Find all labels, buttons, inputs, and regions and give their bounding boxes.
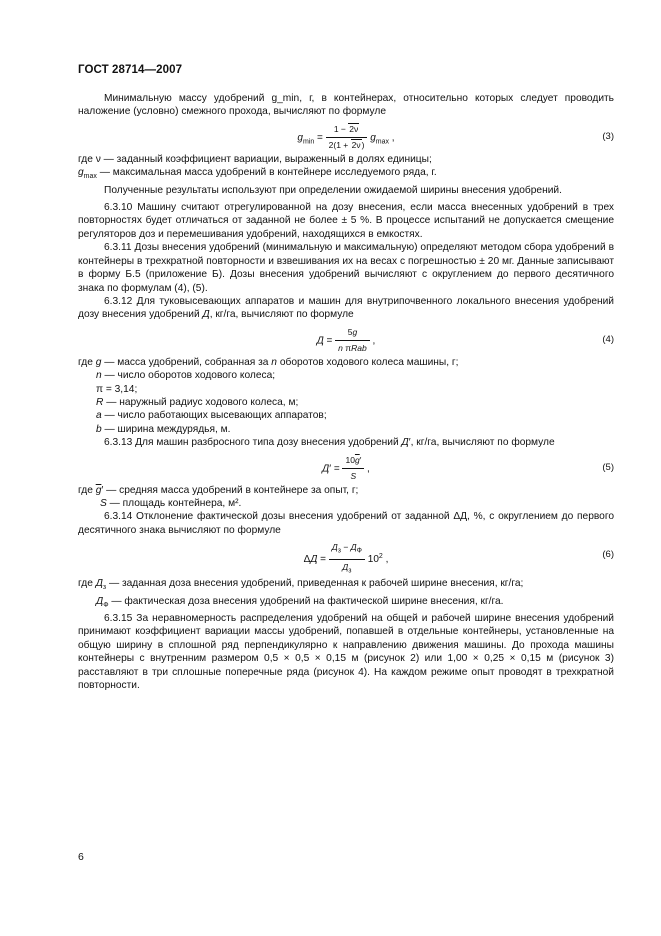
formula-6-expression: ΔД = $\frac{Д_з - Д_Ф}{Д_з}$ $10^2$ , (303, 542, 389, 575)
formula-5-expression: Д′ = $\frac{10\overline{g}'}{S}$ , (322, 454, 370, 481)
definition-g: где g — масса удобрений, собранная за n оборотов ходового колеса машины, г; (78, 356, 459, 368)
definition-dz: где $Д_з$ — заданная доза внесения удобрений, приведенная к рабочей ширине внесения, кг/га; (78, 578, 524, 592)
definition-b-text: — ширина междурядья, м. (104, 423, 231, 435)
definition-g-a: где (78, 356, 93, 368)
page-number: 6 (78, 851, 84, 863)
definition-gbar: где $\overline{g}'$ — средняя масса удобрений в контейнере за опыт, г; (78, 484, 359, 496)
definition-n-text: — число оборотов ходового колеса; (104, 370, 276, 382)
paragraph-6-3-13-text-a: 6.3.13 Для машин разбросного типа дозу внесения удобрений (104, 437, 399, 449)
definition-s: S — площадь контейнера, м². (100, 497, 242, 509)
formula-5-number: (5) (602, 461, 614, 473)
definition-a: a — число работающих высевающих аппаратов; (96, 410, 327, 422)
paragraph-6-3-12: 6.3.12 Для туковысевающих аппаратов и машин для внутрипочвенного локального внесения удобрений дозу внесения удобрений Д, кг/га, вычисляют по формуле (78, 295, 614, 321)
definition-dz-text: — заданная доза внесения удобрений, приведенная к рабочей ширине внесения, кг/га; (108, 578, 524, 590)
paragraph-6-3-13: 6.3.13 Для машин разбросного типа дозу внесения удобрений Д′, кг/га, вычисляют по формуле (104, 437, 555, 449)
formula-3-expression: $g_{min}$ = $\frac{1 - 2\nu}{2(1 + 2\nu)}$ $g_{max}$ , (297, 123, 395, 151)
definition-r-text: — наружный радиус ходового колеса, м; (106, 396, 299, 408)
definition-pi: π = 3,14; (96, 383, 138, 395)
formula-4 (78, 322, 614, 356)
definition-r: R — наружный радиус ходового колеса, м; (96, 396, 299, 408)
paragraph-6-3-12-text-b: , кг/га, вычисляют по формуле (209, 309, 354, 321)
document-body (78, 92, 614, 693)
paragraph-gmin-intro: Минимальную массу удобрений g_min, г, в контейнерах, относительно которых следует проводить наложение (условно) смежного прохода, вычисляют по формуле (78, 93, 614, 118)
definition-df: $Д_Ф$ — фактическая доза внесения удобрений на фактической ширине внесения, кг/га. (96, 595, 504, 609)
definition-s-text: — площадь контейнера, м². (109, 497, 242, 509)
document-header: ГОСТ 28714—2007 (78, 64, 183, 76)
formula-3 (78, 119, 614, 153)
definition-n: n — число оборотов ходового колеса; (96, 370, 276, 382)
definition-g-c: оборотов ходового колеса машины, г; (279, 356, 459, 368)
formula-4-expression: Д = $\frac{5g}{\text{n πRab}}$ , (316, 326, 376, 354)
definition-gmax-text: — максимальная масса удобрений в контейнере исследуемого ряда, г. (99, 167, 437, 179)
paragraph-6-3-13-text-b: , кг/га, вычисляют по формуле (410, 437, 555, 449)
paragraph-6-3-11: 6.3.11 Дозы внесения удобрений (минимальную и максимальную) определяют методом сбора удобрений в контейнеры в трехкратной повторности и взвешивания их на весах с погрешностью ± 20 мг. Данные записывают в форму Б.5 (приложение Б). Дозы внесения удобрений вычисляют с округлением до первого десятичного знака по формулам (4), (5). (78, 242, 614, 294)
paragraph-6-3-10: 6.3.10 Машину считают отрегулированной на дозу внесения, если масса внесенных удобрений в трех повторностях будет отличаться от заданной не более ± 5 %. В процессе испытаний не допускается смещение регуляторов доз и перемешивания удобрений, находящихся в емкостях. (78, 202, 614, 240)
definition-b: b — ширина междурядья, м. (96, 423, 231, 435)
formula-4-number: (4) (602, 333, 614, 345)
definition-nu: где ν — заданный коэффициент вариации, выраженный в долях единицы; (78, 153, 432, 165)
formula-6-number: (6) (602, 549, 614, 561)
paragraph-6-3-15: 6.3.15 За неравномерность распределения удобрений на общей и рабочей ширине внесения удобрений принимают коэффициент вариации массы удобрений, попавшей в отдельные контейнеры, установленные на общую ширину в сплошной ряд перпендикулярно к направлению движения машины. До прохода машины контейнеры с внутренним размером 0,5 × 0,5 × 0,15 м (рисунок 2) или 1,00 × 0,25 × 0,15 м (рисунок 3) расставляют в три сплошные поперечные ряда (рисунок 4). На каждом режиме опыт проводят в трехкратной повторности. (78, 613, 614, 692)
paragraph-6-3-14: 6.3.14 Отклонение фактической дозы внесения удобрений от заданной ΔД, %, с округлением до первого десятичного знака вычисляют по формуле (78, 511, 614, 536)
paragraph-6-3-12-text-a: 6.3.12 Для туковысевающих аппаратов и машин для внутрипочвенного локального внесения удобрений дозу внесения удобрений (78, 295, 614, 321)
definition-df-text: — фактическая доза внесения удобрений на фактической ширине внесения, кг/га. (111, 595, 504, 607)
formula-3-number: (3) (602, 130, 614, 142)
definition-g-b: — масса удобрений, собранная за (104, 356, 269, 368)
formula-5 (78, 450, 614, 484)
paragraph-results: Полученные результаты используют при определении ожидаемой ширины внесения удобрений. (104, 184, 562, 196)
definition-a-text: — число работающих высевающих аппаратов; (104, 410, 327, 422)
definition-gmax: $g_{max}$ — максимальная масса удобрений в контейнере исследуемого ряда, г. (78, 167, 437, 181)
definition-gbar-text: — средняя масса удобрений в контейнере за опыт, г; (106, 484, 359, 496)
formula-6 (78, 537, 614, 577)
